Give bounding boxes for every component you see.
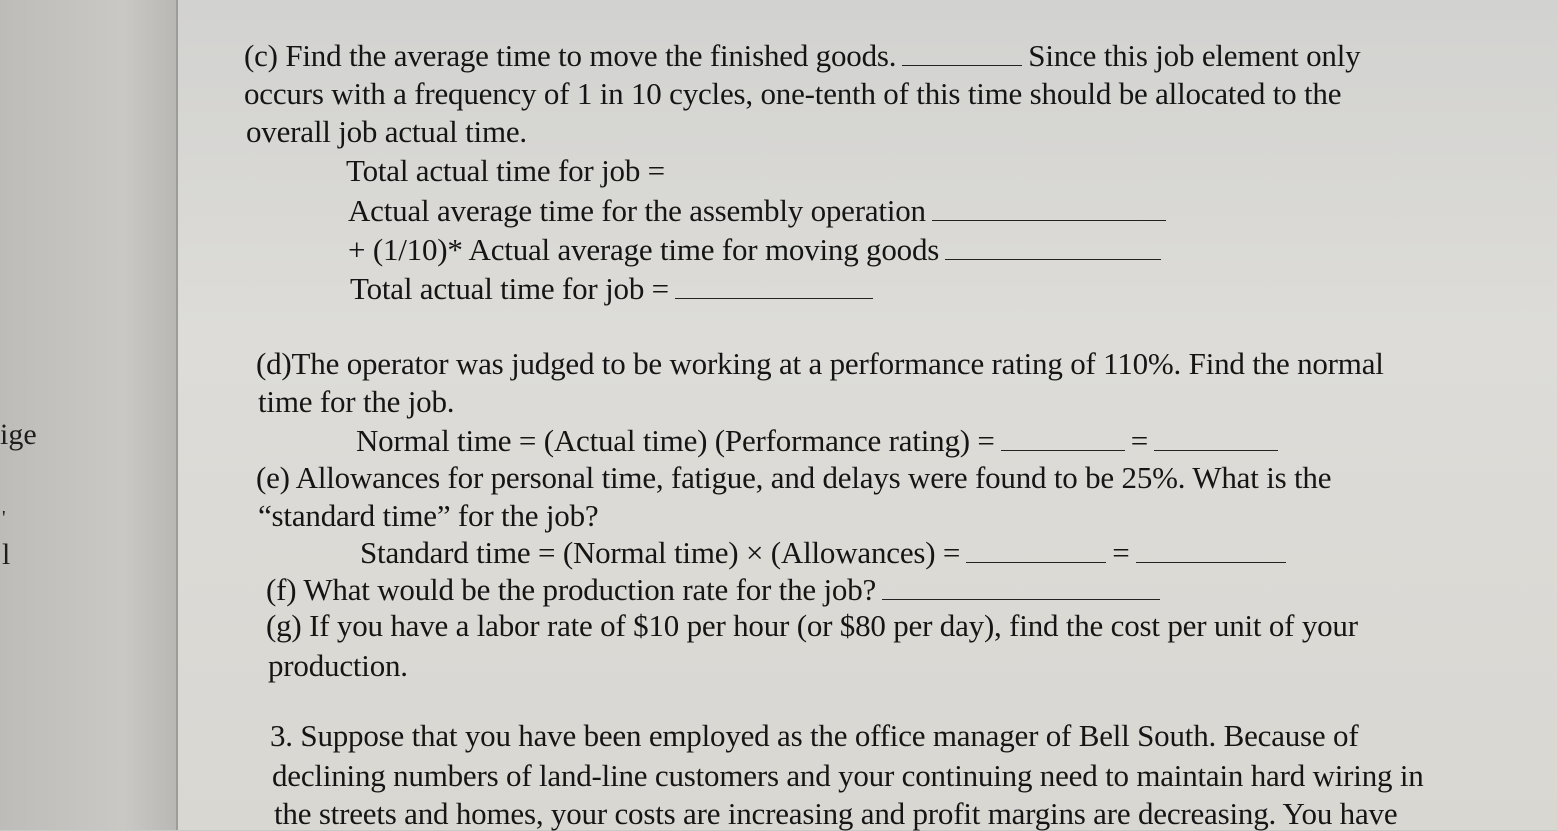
part-d-line-1: (d)The operator was judged to be working at a performance rating of 110%. Find the normal xyxy=(256,346,1384,381)
total-time-row xyxy=(350,273,879,304)
part-c-line-1 xyxy=(244,40,1360,71)
part-g-line-2: production. xyxy=(268,648,408,683)
assembly-time-label: Actual average time for the assembly operation xyxy=(348,193,926,228)
answer-blank-moving-fraction[interactable] xyxy=(945,235,1161,260)
question-3-line-2: declining numbers of land-line customers and your continuing need to maintain hard wiring in xyxy=(272,758,1424,793)
part-c-line-2: occurs with a frequency of 1 in 10 cycles, one-tenth of this time should be allocated to the xyxy=(244,76,1342,111)
left-page-edge xyxy=(0,0,178,830)
answer-blank-normal-time-2[interactable] xyxy=(1154,426,1278,451)
answer-blank-total-time[interactable] xyxy=(675,274,873,299)
part-c-question-text: (c) Find the average time to move the finished goods. xyxy=(244,38,897,73)
answer-blank-assembly-time[interactable] xyxy=(932,196,1166,221)
left-margin-fragment: ige xyxy=(0,418,37,451)
equals-sign: = xyxy=(1130,423,1148,458)
part-f-question: (f) What would be the production rate for the job? xyxy=(266,572,877,607)
left-margin-fragment: l xyxy=(2,538,11,571)
part-e-line-2: “standard time” for the job? xyxy=(258,498,599,533)
question-3-line-1: 3. Suppose that you have been employed as the office manager of Bell South. Because of xyxy=(270,718,1359,753)
standard-time-formula: Standard time = (Normal time) × (Allowances) = xyxy=(360,535,961,570)
question-3-line-3: the streets and homes, your costs are increasing and profit margins are decreasing. You have xyxy=(274,796,1398,831)
answer-blank-normal-time-1[interactable] xyxy=(1001,426,1125,451)
part-f-row xyxy=(266,574,1166,605)
equals-sign: = xyxy=(1112,535,1130,570)
total-actual-time-label: Total actual time for job = xyxy=(346,153,665,188)
answer-blank-moving-time[interactable] xyxy=(902,41,1022,66)
left-margin-fragment: ' xyxy=(2,507,6,529)
standard-time-row xyxy=(360,537,1292,568)
part-d-line-2: time for the job. xyxy=(258,384,455,419)
part-g-line-1: (g) If you have a labor rate of $10 per hour (or $80 per day), find the cost per unit of your xyxy=(266,608,1358,643)
assembly-time-row xyxy=(348,195,1172,226)
moving-time-label: + (1/10)* Actual average time for moving goods xyxy=(348,232,940,267)
answer-blank-standard-time-2[interactable] xyxy=(1136,538,1286,563)
normal-time-row xyxy=(356,425,1284,456)
part-c-line-3: overall job actual time. xyxy=(246,114,527,149)
normal-time-formula: Normal time = (Actual time) (Performance rating) = xyxy=(356,423,995,458)
part-e-line-1: (e) Allowances for personal time, fatigue, and delays were found to be 25%. What is the xyxy=(256,460,1332,495)
total-time-label: Total actual time for job = xyxy=(350,271,669,306)
part-c-question-text-cont: Since this job element only xyxy=(1028,38,1361,73)
answer-blank-standard-time-1[interactable] xyxy=(966,538,1106,563)
moving-time-row xyxy=(348,234,1167,265)
answer-blank-production-rate[interactable] xyxy=(882,575,1160,600)
